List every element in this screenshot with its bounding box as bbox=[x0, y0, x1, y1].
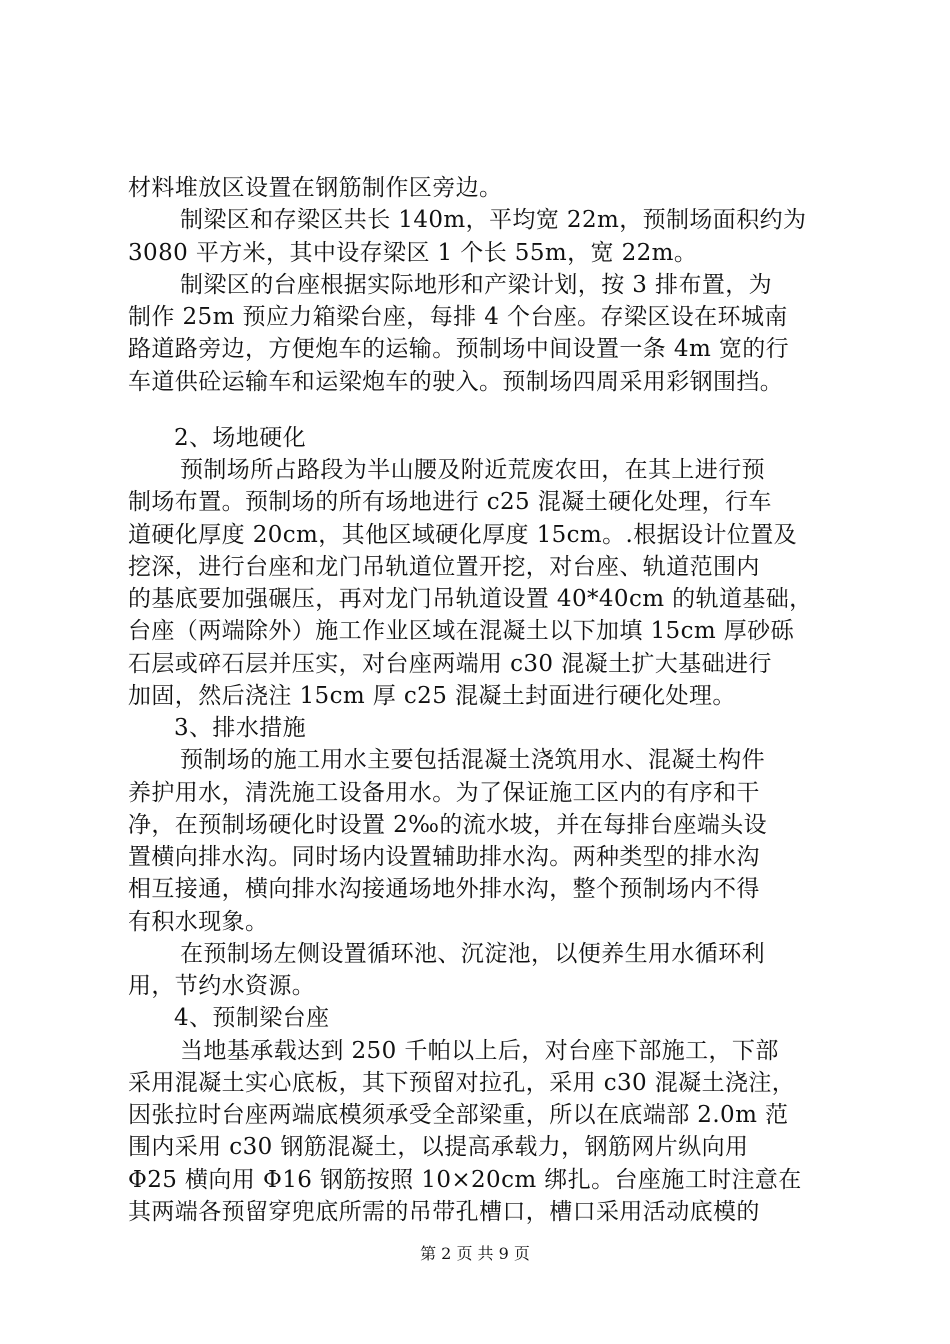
text-line: 预制场的施工用水主要包括混凝土浇筑用水、混凝土构件 bbox=[180, 747, 765, 773]
text-line: 净，在预制场硬化时设置 2‰的流水坡，并在每排台座端头设 bbox=[128, 812, 768, 838]
text-line: 制场布置。预制场的所有场地进行 c25 混凝土硬化处理，行车 bbox=[128, 489, 772, 515]
text-line: 的基底要加强碾压，再对龙门吊轨道设置 40*40cm 的轨道基础， bbox=[128, 586, 813, 612]
text-line: 相互接通，横向排水沟接通场地外排水沟，整个预制场内不得 bbox=[128, 876, 760, 902]
text-line: 加固，然后浇注 15cm 厚 c25 混凝土封面进行硬化处理。 bbox=[128, 683, 736, 709]
section-heading: 4、预制梁台座 bbox=[174, 1005, 330, 1031]
text-line: 路道路旁边，方便炮车的运输。预制场中间设置一条 4m 宽的行 bbox=[128, 336, 790, 362]
text-line: 制梁区的台座根据实际地形和产梁计划，按 3 排布置，为 bbox=[180, 272, 773, 298]
section-heading: 3、排水措施 bbox=[174, 715, 307, 741]
text-line: 在预制场左侧设置循环池、沉淀池，以便养生用水循环利 bbox=[180, 941, 765, 967]
text-line: 石层或碎石层并压实，对台座两端用 c30 混凝土扩大基础进行 bbox=[128, 651, 772, 677]
text-line: 当地基承载达到 250 千帕以上后，对台座下部施工，下部 bbox=[180, 1038, 779, 1064]
page-number-footer: 第 2 页 共 9 页 bbox=[420, 1244, 530, 1263]
text-line: 有积水现象。 bbox=[128, 909, 269, 935]
text-line: 置横向排水沟。同时场内设置辅助排水沟。两种类型的排水沟 bbox=[128, 844, 760, 870]
text-line: 用，节约水资源。 bbox=[128, 973, 316, 999]
text-line: 采用混凝土实心底板，其下预留对拉孔，采用 c30 混凝土浇注， bbox=[128, 1070, 796, 1096]
text-line: 台座（两端除外）施工作业区域在混凝土以下加填 15cm 厚砂砾 bbox=[128, 618, 794, 644]
text-line: 因张拉时台座两端底模须承受全部梁重，所以在底端部 2.0m 范 bbox=[128, 1102, 789, 1128]
text-line: 制作 25m 预应力箱梁台座，每排 4 个台座。存梁区设在环城南 bbox=[128, 304, 788, 330]
section-heading: 2、场地硬化 bbox=[174, 425, 307, 451]
text-line: 其两端各预留穿兜底所需的吊带孔槽口，槽口采用活动底模的 bbox=[128, 1199, 760, 1225]
text-line: 制梁区和存梁区共长 140m，平均宽 22m，预制场面积约为 bbox=[180, 207, 807, 233]
text-line: 车道供砼运输车和运梁炮车的驶入。预制场四周采用彩钢围挡。 bbox=[128, 369, 784, 395]
text-line: 材料堆放区设置在钢筋制作区旁边。 bbox=[128, 175, 503, 201]
text-line: 预制场所占路段为半山腰及附近荒废农田，在其上进行预 bbox=[180, 457, 765, 483]
text-line: 挖深，进行台座和龙门吊轨道位置开挖，对台座、轨道范围内 bbox=[128, 554, 760, 580]
text-line: Φ25 横向用 Φ16 钢筋按照 10×20cm 绑扎。台座施工时注意在 bbox=[128, 1167, 802, 1193]
text-line: 道硬化厚度 20cm，其他区域硬化厚度 15cm。.根据设计位置及 bbox=[128, 522, 798, 548]
text-line: 围内采用 c30 钢筋混凝土，以提高承载力，钢筋网片纵向用 bbox=[128, 1134, 749, 1160]
text-line: 3080 平方米，其中设存梁区 1 个长 55m，宽 22m。 bbox=[128, 240, 698, 266]
text-line: 养护用水，清洗施工设备用水。为了保证施工区内的有序和干 bbox=[128, 780, 760, 806]
